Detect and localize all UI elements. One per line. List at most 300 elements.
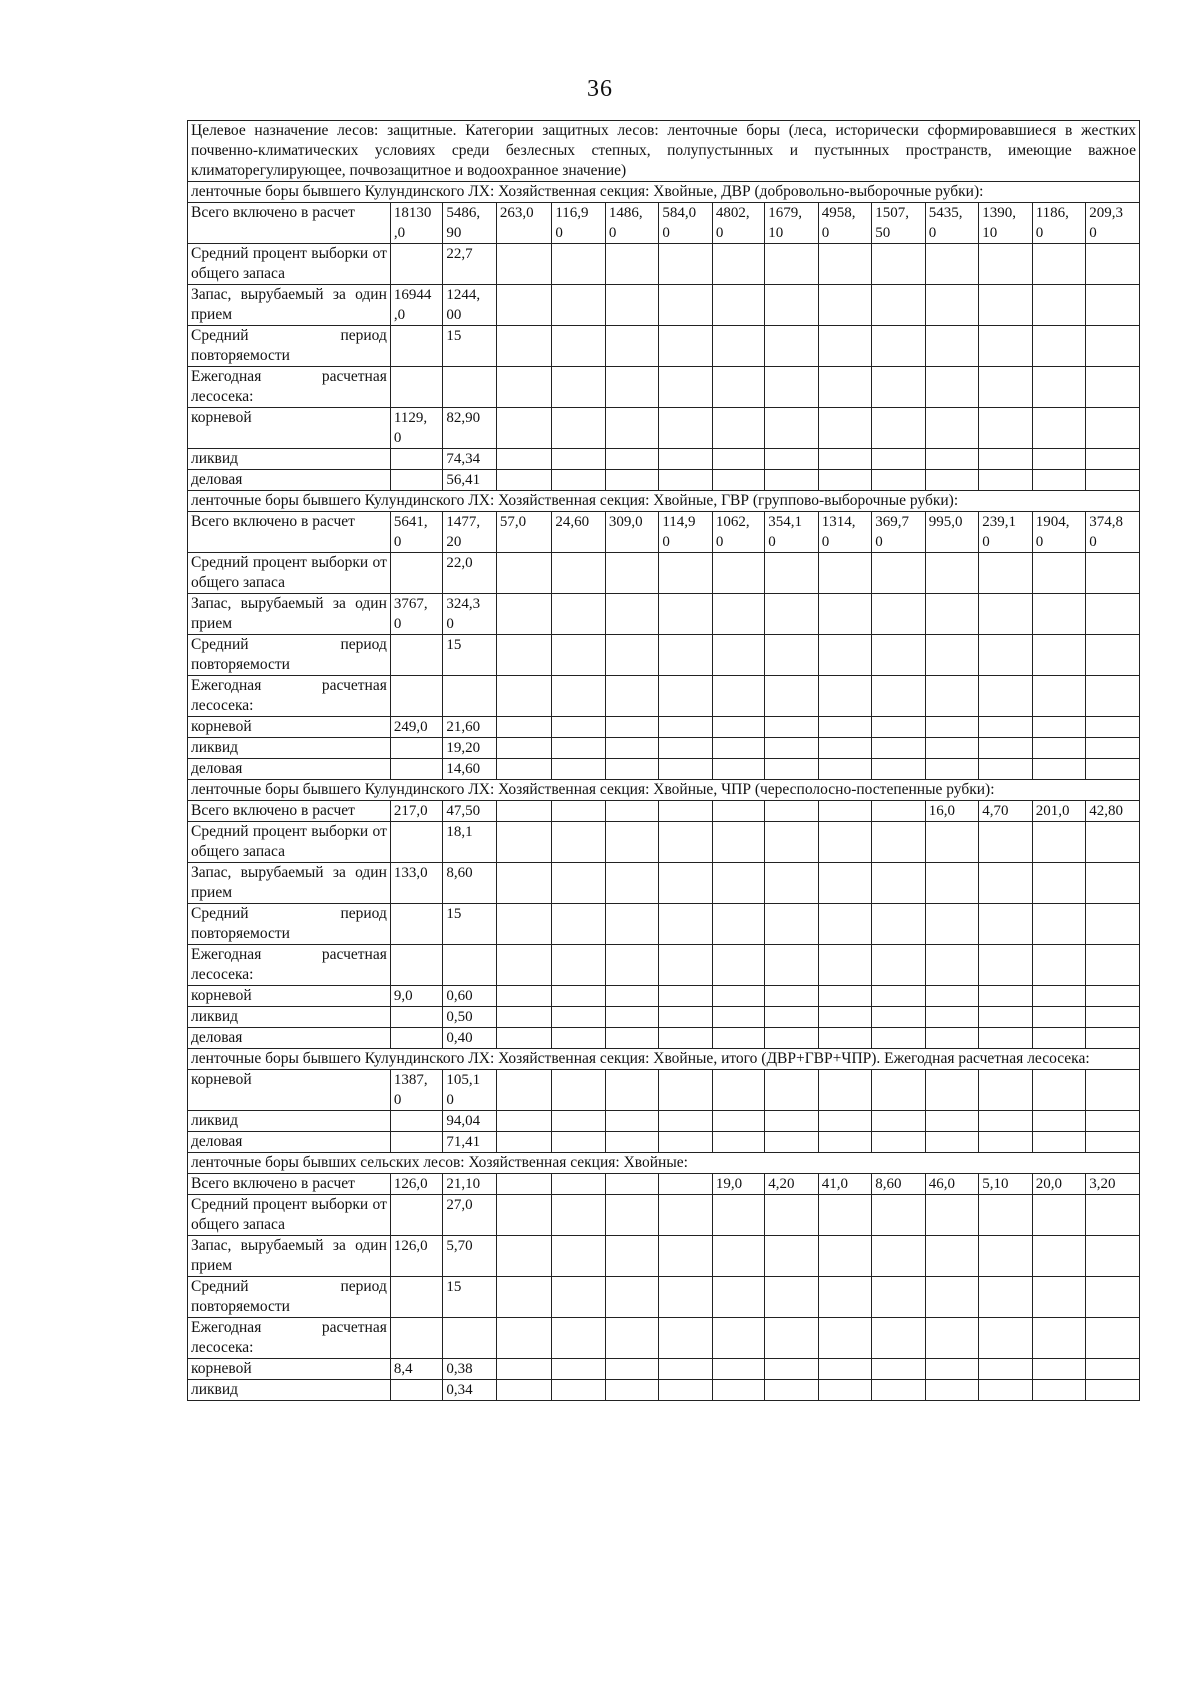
table-row [188,1070,1140,1111]
table-cell: 5641, 0 [390,512,442,553]
table-cell [765,1007,818,1028]
table-cell [552,801,605,822]
row-label: деловая [188,759,391,780]
table-cell [979,986,1032,1007]
table-cell [765,244,818,285]
table-cell [390,904,442,945]
table-cell [765,1195,818,1236]
table-cell [712,1318,764,1359]
table-row [188,367,1140,408]
table-row [188,594,1140,635]
table-cell [605,676,658,717]
table-cell [765,986,818,1007]
table-cell [496,594,552,635]
table-row [188,1359,1140,1380]
table-cell [872,1195,925,1236]
row-label: корневой [188,1359,391,1380]
row-label: Средний период повторяемости [188,326,391,367]
table-cell [552,635,605,676]
table-cell [765,738,818,759]
table-cell [818,1277,871,1318]
table-cell [1032,408,1085,449]
table-cell: 24,60 [552,512,605,553]
table-cell [818,1195,871,1236]
table-cell: 1314, 0 [818,512,871,553]
table-cell [605,863,658,904]
table-row [188,904,1140,945]
table-cell [659,1174,712,1195]
table-cell [872,986,925,1007]
table-cell [605,801,658,822]
table-cell [979,822,1032,863]
table-cell [925,1070,978,1111]
table-cell: 1129, 0 [390,408,442,449]
table-cell [659,367,712,408]
table-cell [1032,738,1085,759]
table-cell [872,470,925,491]
table-cell: 8,60 [443,863,496,904]
table-cell [659,759,712,780]
row-label: Всего включено в расчет [188,1174,391,1195]
table-cell [925,1007,978,1028]
row-label: Запас, вырубаемый за один прием [188,863,391,904]
table-cell: 14,60 [443,759,496,780]
table-cell [659,717,712,738]
table-cell [818,986,871,1007]
table-cell [552,1070,605,1111]
row-label: ликвид [188,1380,391,1401]
table-cell [872,1132,925,1153]
table-cell [443,1318,496,1359]
table-cell [659,1195,712,1236]
table-cell [818,470,871,491]
table-cell [872,904,925,945]
table-cell [605,986,658,1007]
table-row [188,1132,1140,1153]
table-cell [712,717,764,738]
table-cell [872,738,925,759]
table-cell [1032,594,1085,635]
table-cell [1086,326,1140,367]
table-cell [1032,676,1085,717]
table-cell [552,1236,605,1277]
table-cell [712,1195,764,1236]
table-cell [818,1380,871,1401]
table-cell [712,759,764,780]
table-cell [818,676,871,717]
table-cell [390,1277,442,1318]
table-cell [925,822,978,863]
table-cell [552,1359,605,1380]
table-cell [605,1359,658,1380]
table-cell [712,1380,764,1401]
table-cell [605,367,658,408]
table-cell [1086,285,1140,326]
table-cell [818,863,871,904]
table-cell [1032,1318,1085,1359]
table-cell [496,676,552,717]
table-cell: 5435, 0 [925,203,978,244]
table-cell [925,1028,978,1049]
table-cell [552,1174,605,1195]
table-cell [979,553,1032,594]
table-cell [818,801,871,822]
row-label: корневой [188,717,391,738]
table-cell [872,759,925,780]
table-cell [872,1111,925,1132]
table-cell [765,759,818,780]
table-cell [1032,986,1085,1007]
table-cell [765,285,818,326]
table-cell [496,1070,552,1111]
table-cell [1086,1277,1140,1318]
table-cell [818,759,871,780]
table-cell [872,1007,925,1028]
table-row [188,1111,1140,1132]
table-cell [979,1111,1032,1132]
row-label: Средний процент выборки от общего запаса [188,822,391,863]
table-cell [659,244,712,285]
table-cell [1086,717,1140,738]
table-cell [659,863,712,904]
table-cell: 3,20 [1086,1174,1140,1195]
table-cell [605,1132,658,1153]
table-cell [390,1132,442,1153]
row-label: Ежегодная расчетная лесосека: [188,1318,391,1359]
intro-row [188,121,1140,182]
table-cell [979,367,1032,408]
table-cell [605,759,658,780]
table-cell [390,945,442,986]
table-cell [659,738,712,759]
table-cell [872,1070,925,1111]
table-cell [979,635,1032,676]
table-cell [659,904,712,945]
table-cell [605,553,658,594]
table-cell [925,1380,978,1401]
table-cell: 8,60 [872,1174,925,1195]
row-label: Ежегодная расчетная лесосека: [188,367,391,408]
table-cell [552,945,605,986]
table-row [188,244,1140,285]
table-cell [818,408,871,449]
table-cell [1032,244,1085,285]
table-cell [979,738,1032,759]
table-cell [605,738,658,759]
table-row [188,822,1140,863]
table-cell [872,1380,925,1401]
table-cell [552,367,605,408]
table-cell: 126,0 [390,1174,442,1195]
table-cell [496,449,552,470]
row-label: деловая [188,470,391,491]
table-cell [1032,1007,1085,1028]
table-cell [979,408,1032,449]
table-cell [712,635,764,676]
table-cell [872,1236,925,1277]
row-label: ликвид [188,1007,391,1028]
table-cell [390,553,442,594]
table-cell [818,1236,871,1277]
table-cell: 1387, 0 [390,1070,442,1111]
row-label: корневой [188,408,391,449]
table-cell: 0,40 [443,1028,496,1049]
table-cell [390,1028,442,1049]
table-cell: 74,34 [443,449,496,470]
table-cell [1032,1359,1085,1380]
table-cell [765,676,818,717]
table-cell [818,1028,871,1049]
section-header-row [188,780,1140,801]
table-cell [496,1236,552,1277]
table-cell [872,676,925,717]
row-label: Средний период повторяемости [188,1277,391,1318]
table-cell [390,470,442,491]
table-cell [872,449,925,470]
table-cell [552,759,605,780]
table-cell [979,1195,1032,1236]
table-cell [712,1132,764,1153]
table-cell [712,801,764,822]
table-cell [390,759,442,780]
table-cell [712,285,764,326]
table-row [188,1007,1140,1028]
table-row [188,676,1140,717]
table-cell [1032,367,1085,408]
table-cell [552,717,605,738]
table-cell [552,594,605,635]
table-cell: 56,41 [443,470,496,491]
table-cell [925,738,978,759]
table-cell [765,822,818,863]
table-cell [979,449,1032,470]
table-cell [925,676,978,717]
table-cell [496,285,552,326]
table-cell: 15 [443,326,496,367]
table-cell: 18130 ,0 [390,203,442,244]
table-cell [979,285,1032,326]
table-cell [979,594,1032,635]
table-cell [818,244,871,285]
table-cell: 22,7 [443,244,496,285]
table-cell [1086,986,1140,1007]
table-cell [1086,863,1140,904]
table-cell [1086,367,1140,408]
section-header-row [188,182,1140,203]
table-cell [925,1132,978,1153]
table-cell [1032,470,1085,491]
table-cell [496,1007,552,1028]
table-cell [1086,738,1140,759]
row-label: Средний процент выборки от общего запаса [188,244,391,285]
table-cell [712,738,764,759]
table-row [188,1318,1140,1359]
row-label: ликвид [188,738,391,759]
table-cell [496,738,552,759]
table-cell [765,863,818,904]
table-cell [659,1236,712,1277]
table-cell: 47,50 [443,801,496,822]
section-title: ленточные боры бывшего Кулундинского ЛХ: Хозяйственная секция: Хвойные, ГВР (группово-выборочные рубки): [188,491,1140,512]
table-row [188,512,1140,553]
table-cell [818,326,871,367]
table-cell [552,1132,605,1153]
table-row [188,1236,1140,1277]
table-cell [765,945,818,986]
table-cell [443,367,496,408]
table-cell [712,1007,764,1028]
table-cell: 239,1 0 [979,512,1032,553]
table-cell [605,1007,658,1028]
table-cell [552,822,605,863]
table-cell [496,822,552,863]
table-cell [765,326,818,367]
table-row [188,203,1140,244]
table-cell [925,470,978,491]
table-cell [925,863,978,904]
table-row [188,635,1140,676]
table-cell [496,635,552,676]
table-cell [496,945,552,986]
table-cell [659,553,712,594]
table-cell [1032,449,1085,470]
table-cell [1086,1318,1140,1359]
table-row [188,1380,1140,1401]
table-cell: 105,1 0 [443,1070,496,1111]
table-cell: 15 [443,635,496,676]
table-cell [765,635,818,676]
table-cell [496,1132,552,1153]
table-cell [925,759,978,780]
table-cell [765,1070,818,1111]
table-cell [1032,1236,1085,1277]
table-cell [1032,759,1085,780]
table-cell: 71,41 [443,1132,496,1153]
table-cell [872,553,925,594]
table-cell [659,1277,712,1318]
table-cell [712,1236,764,1277]
table-cell [552,408,605,449]
table-cell [979,1028,1032,1049]
table-cell: 21,60 [443,717,496,738]
table-cell [1032,717,1085,738]
table-cell [390,326,442,367]
table-cell: 3767, 0 [390,594,442,635]
table-cell [390,822,442,863]
table-row [188,449,1140,470]
table-cell [496,1028,552,1049]
table-cell [659,1132,712,1153]
table-cell [659,635,712,676]
table-cell [712,1028,764,1049]
table-cell [818,1359,871,1380]
table-row [188,717,1140,738]
table-cell [605,1236,658,1277]
table-cell [765,1236,818,1277]
table-cell [496,326,552,367]
table-cell [496,759,552,780]
table-cell [765,1277,818,1318]
table-cell [765,904,818,945]
table-cell [925,1111,978,1132]
table-cell [925,408,978,449]
table-cell [1086,1195,1140,1236]
table-cell [925,449,978,470]
table-cell [496,244,552,285]
table-cell: 9,0 [390,986,442,1007]
table-cell [818,738,871,759]
row-label: Всего включено в расчет [188,203,391,244]
table-cell: 249,0 [390,717,442,738]
table-cell [818,449,871,470]
table-cell [659,1070,712,1111]
table-cell: 995,0 [925,512,978,553]
table-cell [443,676,496,717]
table-cell [925,594,978,635]
table-cell [1086,676,1140,717]
table-cell [659,945,712,986]
table-cell [390,676,442,717]
table-cell [659,822,712,863]
table-cell [1086,244,1140,285]
table-cell [712,822,764,863]
table-row [188,1174,1140,1195]
section-title: ленточные боры бывшего Кулундинского ЛХ: Хозяйственная секция: Хвойные, ЧПР (чересполосно-постепенные рубки): [188,780,1140,801]
table-cell: 1507, 50 [872,203,925,244]
table-cell [979,326,1032,367]
table-cell [605,1028,658,1049]
table-cell [1086,759,1140,780]
table-cell [605,594,658,635]
table-cell: 15 [443,904,496,945]
table-cell [552,904,605,945]
table-cell [765,470,818,491]
intro-text: Целевое назначение лесов: защитные. Категории защитных лесов: ленточные боры (леса, исторически сформировавшиеся в жестких почвенно-климатических условиях среди безлесных степных, полупустынных и пустынных пространств, имеющие важное климаторегулирующее, почвозащитное и водоохранное значение) [188,121,1140,182]
table-cell [872,367,925,408]
section-header-row [188,1049,1140,1070]
table-cell: 116,9 0 [552,203,605,244]
table-cell: 209,3 0 [1086,203,1140,244]
table-cell [712,553,764,594]
table-cell: 217,0 [390,801,442,822]
table-cell [659,449,712,470]
table-cell [979,759,1032,780]
table-cell: 0,50 [443,1007,496,1028]
section-title: ленточные боры бывшего Кулундинского ЛХ: Хозяйственная секция: Хвойные, ДВР (добровольно-выборочные рубки): [188,182,1140,203]
table-cell [605,285,658,326]
table-cell [872,945,925,986]
table-cell [390,1007,442,1028]
table-cell [765,717,818,738]
table-cell [390,244,442,285]
table-cell [605,408,658,449]
table-cell [765,1132,818,1153]
table-cell [712,676,764,717]
table-cell [818,553,871,594]
table-cell [605,1318,658,1359]
table-cell [659,408,712,449]
table-cell [605,1380,658,1401]
table-row [188,1277,1140,1318]
row-label: Средний период повторяемости [188,904,391,945]
table-cell: 19,0 [712,1174,764,1195]
table-cell [659,1028,712,1049]
table-cell [552,244,605,285]
table-cell [818,822,871,863]
table-cell [496,1195,552,1236]
table-cell: 20,0 [1032,1174,1085,1195]
table-cell [872,326,925,367]
